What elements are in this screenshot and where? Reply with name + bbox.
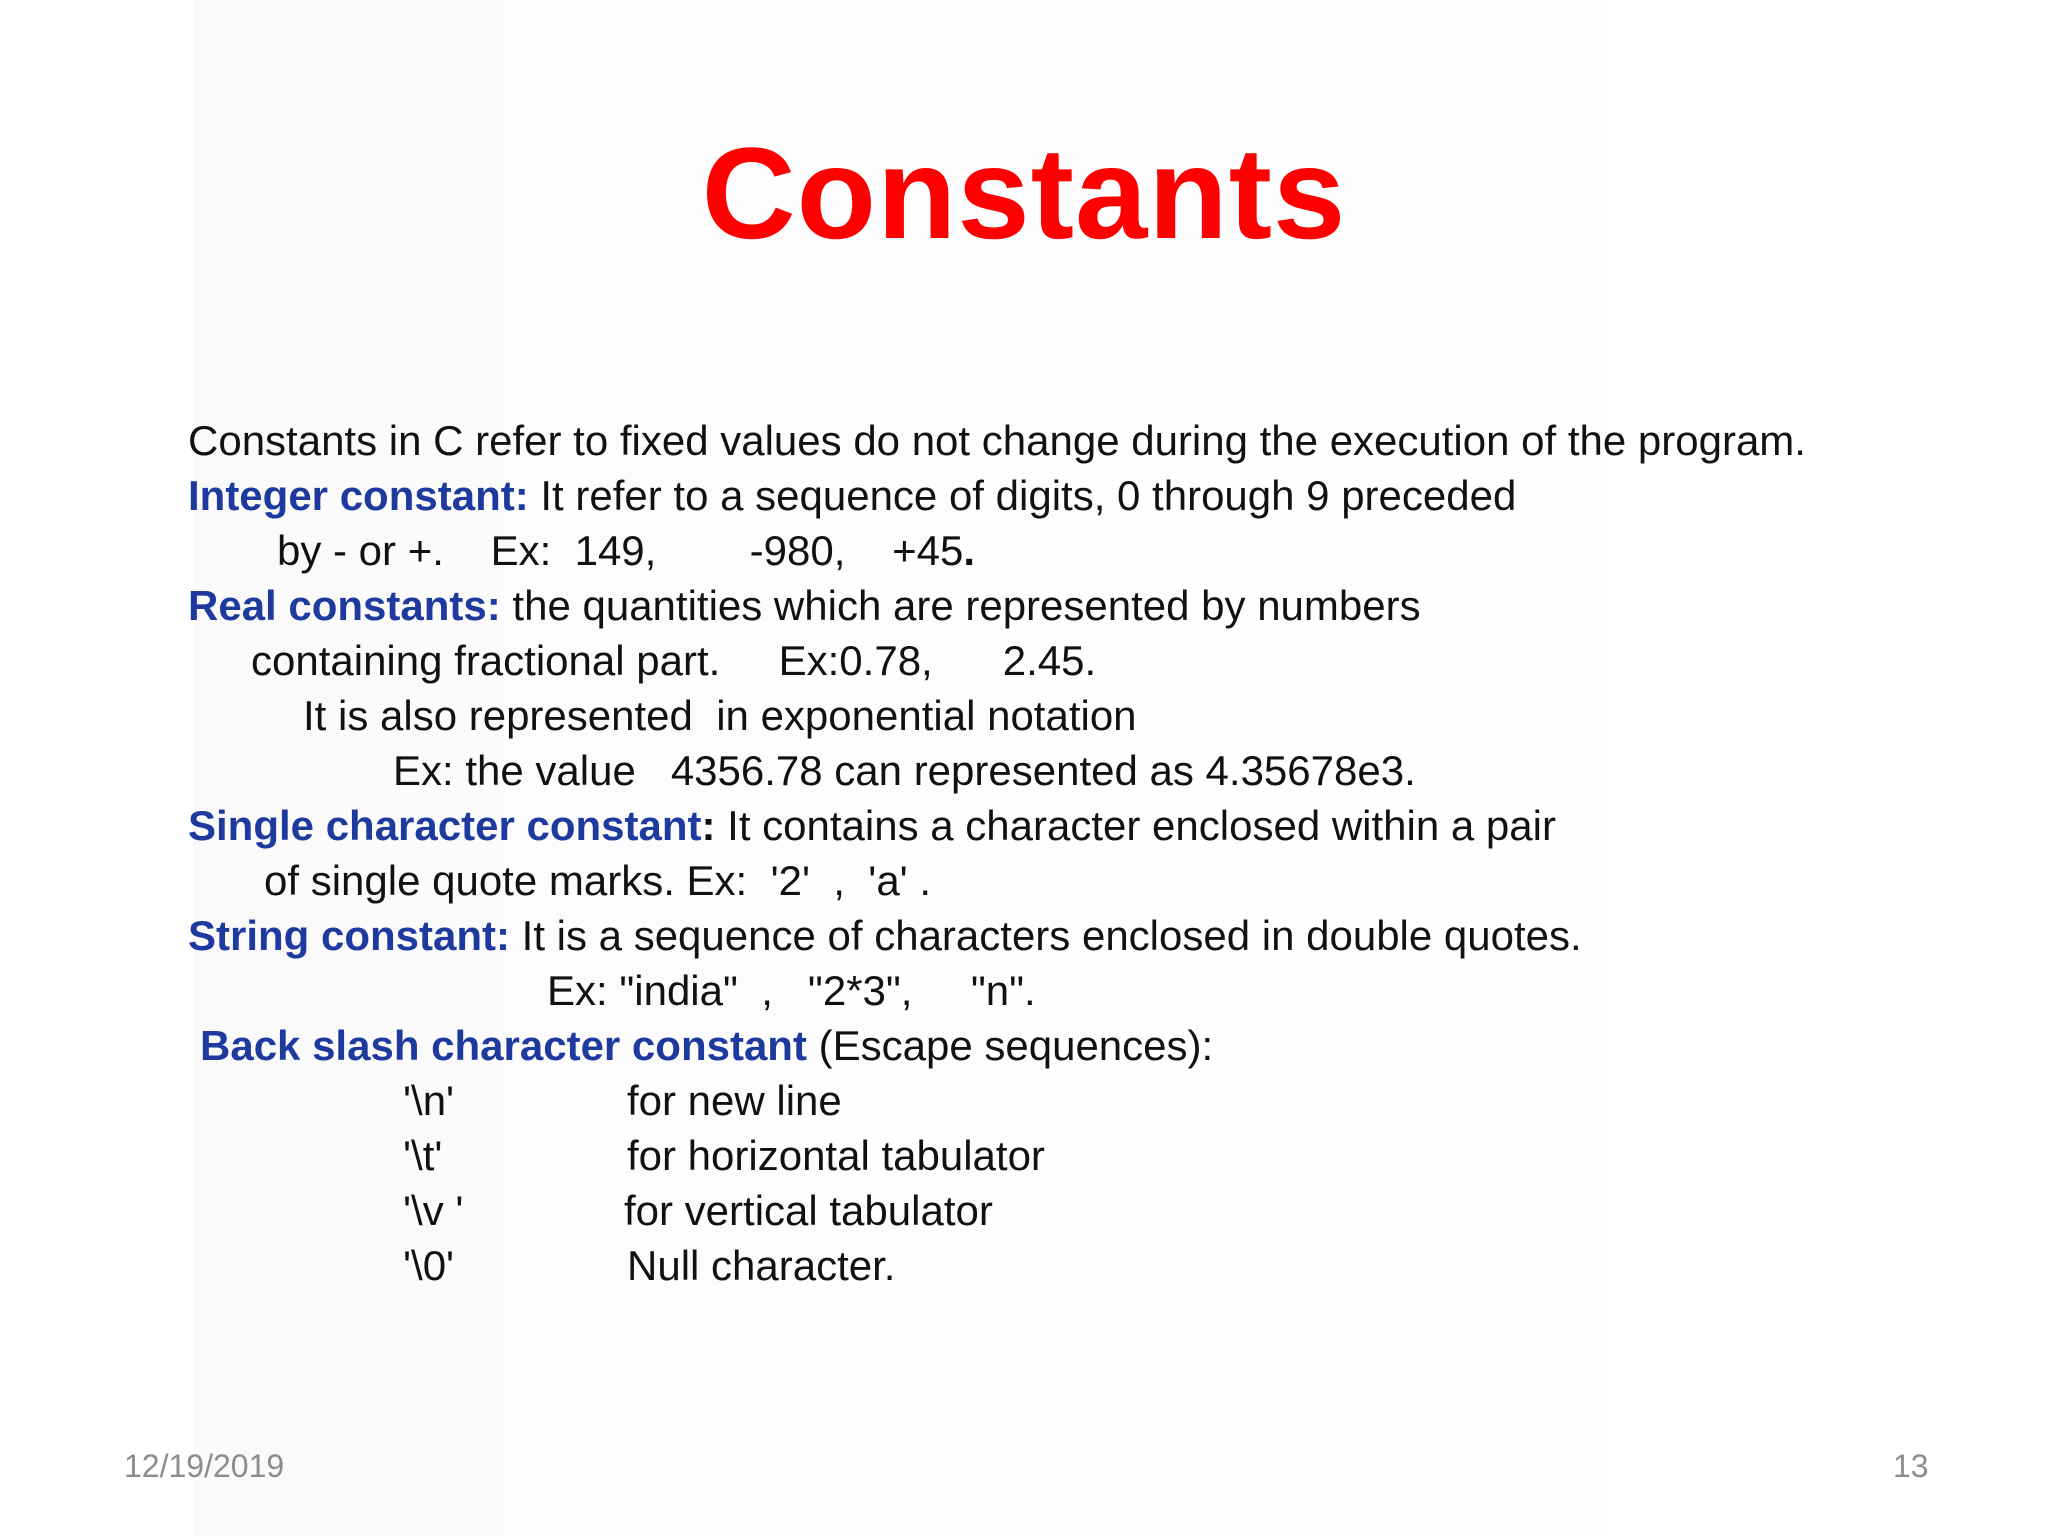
real-constants-label: Real constants: — [188, 582, 501, 629]
string-examples: Ex: "india" , "2*3", "n". — [547, 967, 1036, 1014]
single-char-label: Single character constant — [188, 802, 702, 849]
single-char-colon: : — [701, 802, 716, 849]
real-constants-line — [188, 581, 1421, 631]
integer-examples: by - or +. Ex: 149, -980, +45 — [277, 527, 964, 574]
single-char-text: It contains a character enclosed within a pair — [715, 802, 1556, 849]
slide-title: Constants — [701, 120, 1347, 266]
real-examples: containing fractional part. Ex:0.78, 2.45. — [251, 637, 1097, 684]
single-char-examples: of single quote marks. Ex: '2' , 'a' . — [264, 857, 932, 904]
single-char-line — [188, 801, 1556, 851]
escape-code: '\t' — [403, 1132, 443, 1179]
backslash-line — [200, 1021, 1213, 1071]
escape-code: '\v ' — [403, 1187, 464, 1234]
footer-date: 12/19/2019 — [124, 1448, 285, 1484]
real-exponential-note: It is also represented in exponential notation — [303, 692, 1137, 739]
integer-examples-line — [277, 526, 975, 576]
escape-code: '\n' — [403, 1077, 455, 1124]
string-constant-label: String constant: — [188, 912, 510, 959]
integer-constant-text: It refer to a sequence of digits, 0 through 9 preceded — [528, 472, 1517, 519]
integer-constant-label: Integer constant: — [188, 472, 529, 519]
escape-desc: for vertical tabulator — [624, 1187, 993, 1234]
string-constant-text: It is a sequence of characters enclosed in double quotes. — [510, 912, 1582, 959]
string-constant-line — [188, 911, 1582, 961]
intro-text: Constants in C refer to fixed values do not change during the execution of the program. — [188, 417, 1806, 464]
backslash-label: Back slash character constant — [200, 1022, 807, 1069]
backslash-text: (Escape sequences): — [806, 1022, 1214, 1069]
footer-page-number: 13 — [1893, 1448, 1929, 1484]
escape-desc: for horizontal tabulator — [627, 1132, 1045, 1179]
escape-desc: for new line — [627, 1077, 842, 1124]
real-constants-text: the quantities which are represented by numbers — [500, 582, 1421, 629]
integer-constant-line — [188, 471, 1516, 521]
escape-code: '\0' — [403, 1242, 455, 1289]
integer-examples-end: . — [963, 527, 976, 574]
real-exponential-example: Ex: the value 4356.78 can represented as 4.35678e3. — [393, 747, 1416, 794]
escape-desc: Null character. — [627, 1242, 896, 1289]
